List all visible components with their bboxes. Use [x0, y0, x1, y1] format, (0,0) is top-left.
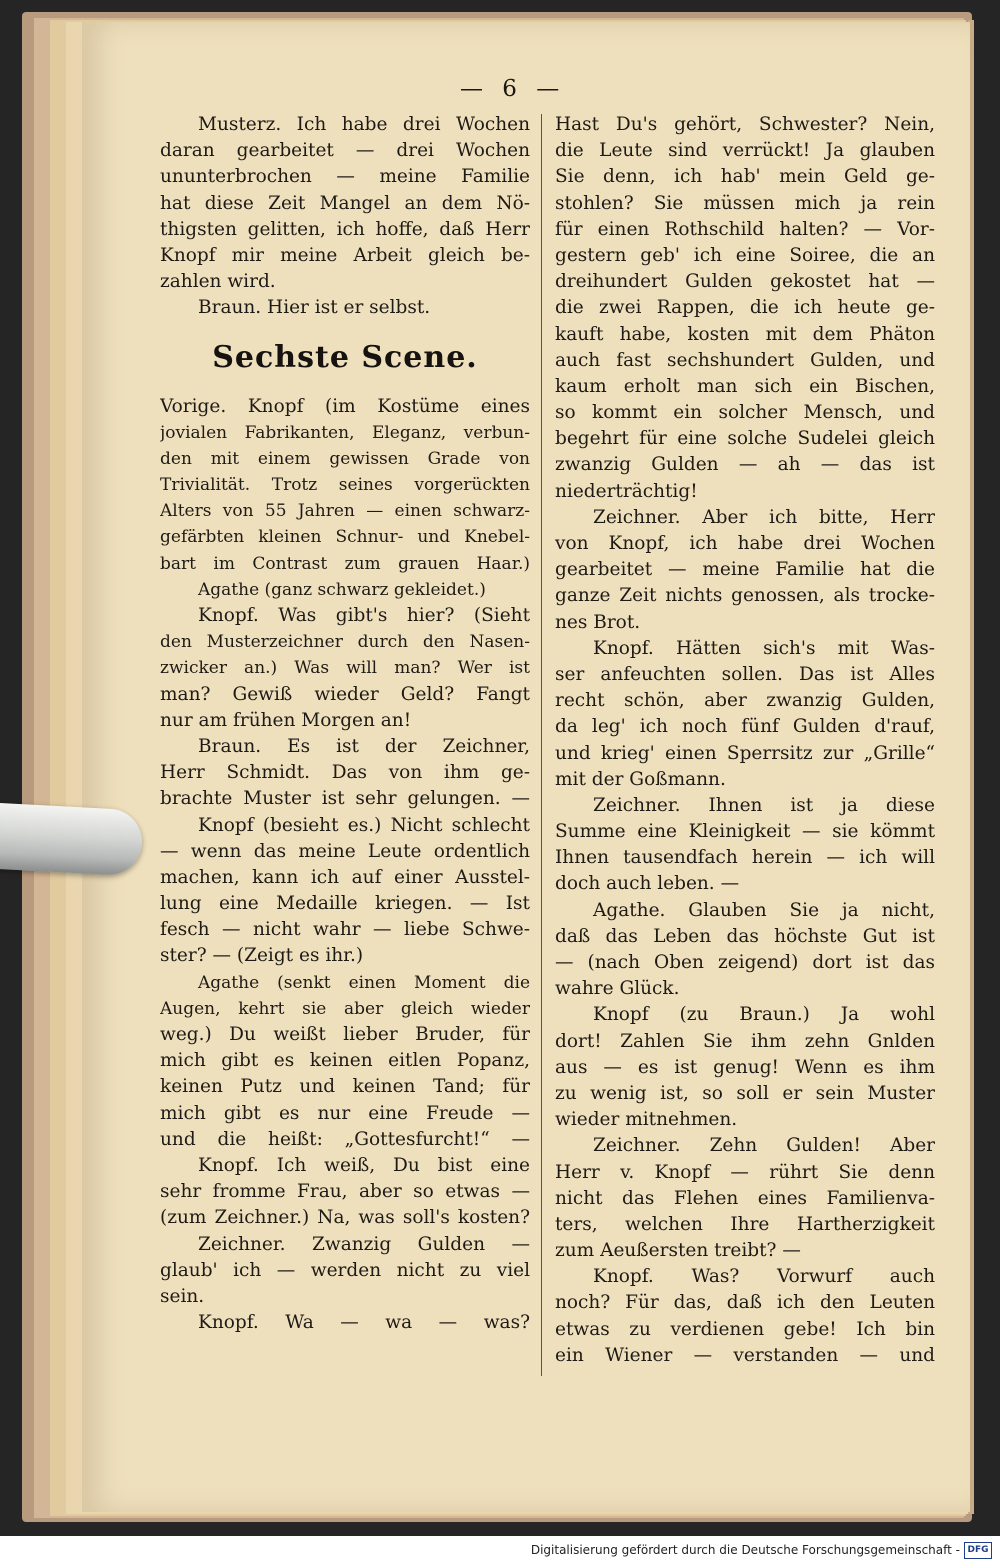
text-line: — wenn das meine Leute ordentlich: [160, 840, 530, 862]
text-line: wieder mitnehmen.: [555, 1109, 738, 1131]
text-line: weg.) Du weißt lieber Bruder, für: [160, 1024, 530, 1045]
digitization-credit: Digitalisierung gefördert durch die Deutsche Forschungsgemeinschaft -: [530, 1543, 960, 1557]
text-line: kauft habe, kosten mit dem Phäton: [555, 323, 935, 345]
text-line: die zwei Rappen, die ich heute ge-: [555, 297, 935, 319]
text-line: noch? Für das, daß ich den Leuten: [555, 1292, 935, 1314]
text-line: daß das Leben das höchste Gut ist: [555, 925, 935, 947]
text-line: hat diese Zeit Mangel an dem Nö-: [160, 192, 530, 214]
text-line: ununterbrochen — meine Familie: [160, 166, 530, 188]
text-line: wahre Glück.: [555, 978, 680, 1000]
text-line: gearbeitet — meine Familie hat die: [555, 559, 935, 581]
text-line: zu wenig ist, so soll er sein Muster: [555, 1082, 935, 1104]
text-line: begehrt für eine solche Sudelei gleich: [555, 428, 935, 450]
text-line: Ihnen tausendfach herein — ich will: [555, 847, 935, 869]
text-line: von Knopf, ich habe drei Wochen: [555, 533, 935, 554]
text-line: Braun. Hier ist er selbst.: [198, 297, 431, 319]
text-line: Agathe. Glauben Sie ja nicht,: [593, 899, 935, 921]
text-line: stohlen? Sie müssen mich ja rein: [555, 192, 935, 214]
text-line: Summe eine Kleinigkeit — sie kömmt: [555, 821, 935, 843]
text-line: keinen Putz und keinen Tand; für: [160, 1076, 530, 1098]
text-line: zahlen wird.: [160, 271, 276, 293]
text-column-left: [160, 112, 530, 1336]
text-line: Knopf. Wa — wa — was?: [198, 1312, 530, 1334]
text-line: und krieg' einen Sperrsitz zur „Grille“: [555, 742, 935, 764]
text-line: man? Gewiß wieder Geld? Fangt: [160, 683, 530, 705]
text-line: sehr fromme Frau, aber so etwas —: [160, 1181, 530, 1203]
text-line: mich gibt es keinen eitlen Popanz,: [160, 1050, 530, 1072]
text-line: Knopf (zu Braun.) Ja wohl: [593, 1004, 935, 1026]
text-line: Agathe (senkt einen Moment die: [198, 972, 530, 993]
text-line: aus — es ist genug! Wenn es ihm: [555, 1056, 935, 1078]
text-line: Zeichner. Zwanzig Gulden —: [198, 1233, 530, 1255]
text-line: den Musterzeichner durch den Nasen-: [160, 632, 530, 653]
text-line: nicht das Flehen eines Familienva-: [555, 1187, 935, 1209]
text-line: machen, kann ich auf einer Ausstel-: [160, 866, 530, 888]
text-line: dreihundert Gulden gekostet hat —: [555, 271, 935, 293]
text-line: Zeichner. Zehn Gulden! Aber: [593, 1135, 935, 1157]
text-line: Knopf. Ich weiß, Du bist eine: [198, 1154, 530, 1176]
text-line: den mit einem gewissen Grade von: [160, 448, 530, 469]
text-line: doch auch leben. —: [555, 873, 740, 895]
text-line: da leg' ich noch fünf Gulden d'rauf,: [555, 716, 935, 738]
text-line: Hast Du's gehört, Schwester? Nein,: [555, 114, 935, 135]
text-line: recht schön, aber zwanzig Gulden,: [555, 690, 935, 712]
text-line: Augen, kehrt sie aber gleich wieder: [160, 998, 530, 1019]
text-line: Alters von 55 Jahren — einen schwarz-: [160, 501, 530, 522]
text-line: zwanzig Gulden — ah — das ist: [555, 454, 935, 476]
text-line: daran gearbeitet — drei Wochen: [160, 140, 530, 162]
text-column-right: [555, 112, 935, 1369]
text-line: Braun. Es ist der Zeichner,: [198, 735, 530, 757]
text-line: ster? — (Zeigt es ihr.): [160, 945, 364, 967]
text-line: sein.: [160, 1285, 205, 1307]
text-line: ters, welchen Ihre Hartherzigkeit: [555, 1213, 935, 1235]
text-line: kaum erholt man sich ein Bischen,: [555, 375, 935, 397]
text-line: dort! Zahlen Sie ihm zehn Gnlden: [555, 1030, 935, 1052]
page-holder-clip: [0, 802, 144, 877]
page-number: — 6 —: [460, 76, 566, 102]
text-line: nes Brot.: [555, 611, 641, 633]
text-line: Zeichner. Ihnen ist ja diese: [593, 794, 935, 816]
text-line: ein Wiener — verstanden — und: [555, 1344, 935, 1366]
text-line: Herr Schmidt. Das von ihm ge-: [160, 762, 530, 784]
text-line: thigsten gelitten, ich hoffe, daß Herr: [160, 218, 530, 240]
text-line: die Leute sind verrückt! Ja glauben: [555, 140, 935, 162]
text-line: auch fast sechshundert Gulden, und: [555, 349, 935, 371]
text-line: Sie denn, ich hab' mein Geld ge-: [555, 166, 935, 188]
text-line: zum Aeußersten treibt? —: [555, 1240, 801, 1262]
text-line: ser anfeuchten sollen. Das ist Alles: [555, 663, 935, 685]
text-line: Trivialität. Trotz seines vorgerückten: [160, 475, 530, 496]
text-line: Zeichner. Aber ich bitte, Herr: [593, 506, 935, 528]
text-line: (zum Zeichner.) Na, was soll's kosten?: [160, 1207, 530, 1229]
text-line: nur am frühen Morgen an!: [160, 709, 412, 731]
text-line: Agathe (ganz schwarz gekleidet.): [198, 579, 486, 600]
text-line: Knopf. Was? Vorwurf auch: [593, 1266, 935, 1288]
text-line: niederträchtig!: [555, 480, 698, 502]
dfg-logo: DFG: [964, 1542, 992, 1559]
text-line: Knopf. Hätten sich's mit Was-: [593, 637, 935, 659]
text-line: mich gibt es nur eine Freude —: [160, 1102, 530, 1124]
text-line: zwicker an.) Was will man? Wer ist: [160, 658, 530, 679]
text-line: mit der Goßmann.: [555, 768, 726, 790]
text-line: Knopf mir meine Arbeit gleich be-: [160, 244, 530, 266]
text-line: jovialen Fabrikanten, Eleganz, verbun-: [160, 422, 530, 443]
text-line: Knopf (besieht es.) Nicht schlecht: [198, 814, 530, 836]
text-line: ganze Zeit nichts genossen, als trocke-: [555, 585, 935, 607]
text-line: Musterz. Ich habe drei Wochen: [198, 114, 530, 135]
text-line: so kommt ein solcher Mensch, und: [555, 402, 935, 424]
text-line: fesch — nicht wahr — liebe Schwe-: [160, 919, 530, 941]
scene-heading: Sechste Scene.: [212, 339, 478, 375]
text-line: lung eine Medaille kriegen. — Ist: [160, 893, 530, 915]
text-line: — (nach Oben zeigend) dort ist das: [555, 952, 935, 973]
text-line: gefärbten kleinen Schnur- und Knebel-: [160, 527, 530, 548]
text-line: Vorige. Knopf (im Kostüme eines: [160, 395, 530, 417]
text-line: glaub' ich — werden nicht zu viel: [160, 1259, 530, 1281]
text-line: bart im Contrast zum grauen Haar.): [160, 553, 530, 574]
text-line: brachte Muster ist sehr gelungen. —: [160, 788, 530, 810]
text-line: und die heißt: „Gottesfurcht!“ —: [160, 1128, 530, 1150]
text-line: gestern geb' ich eine Soiree, die an: [555, 244, 935, 266]
text-line: für einen Rothschild halten? — Vor-: [555, 218, 935, 240]
text-line: etwas zu verdienen gebe! Ich bin: [555, 1318, 935, 1340]
text-line: Herr v. Knopf — rührt Sie denn: [555, 1161, 935, 1183]
text-line: Knopf. Was gibt's hier? (Sieht: [198, 605, 530, 626]
column-divider: [541, 114, 542, 1376]
